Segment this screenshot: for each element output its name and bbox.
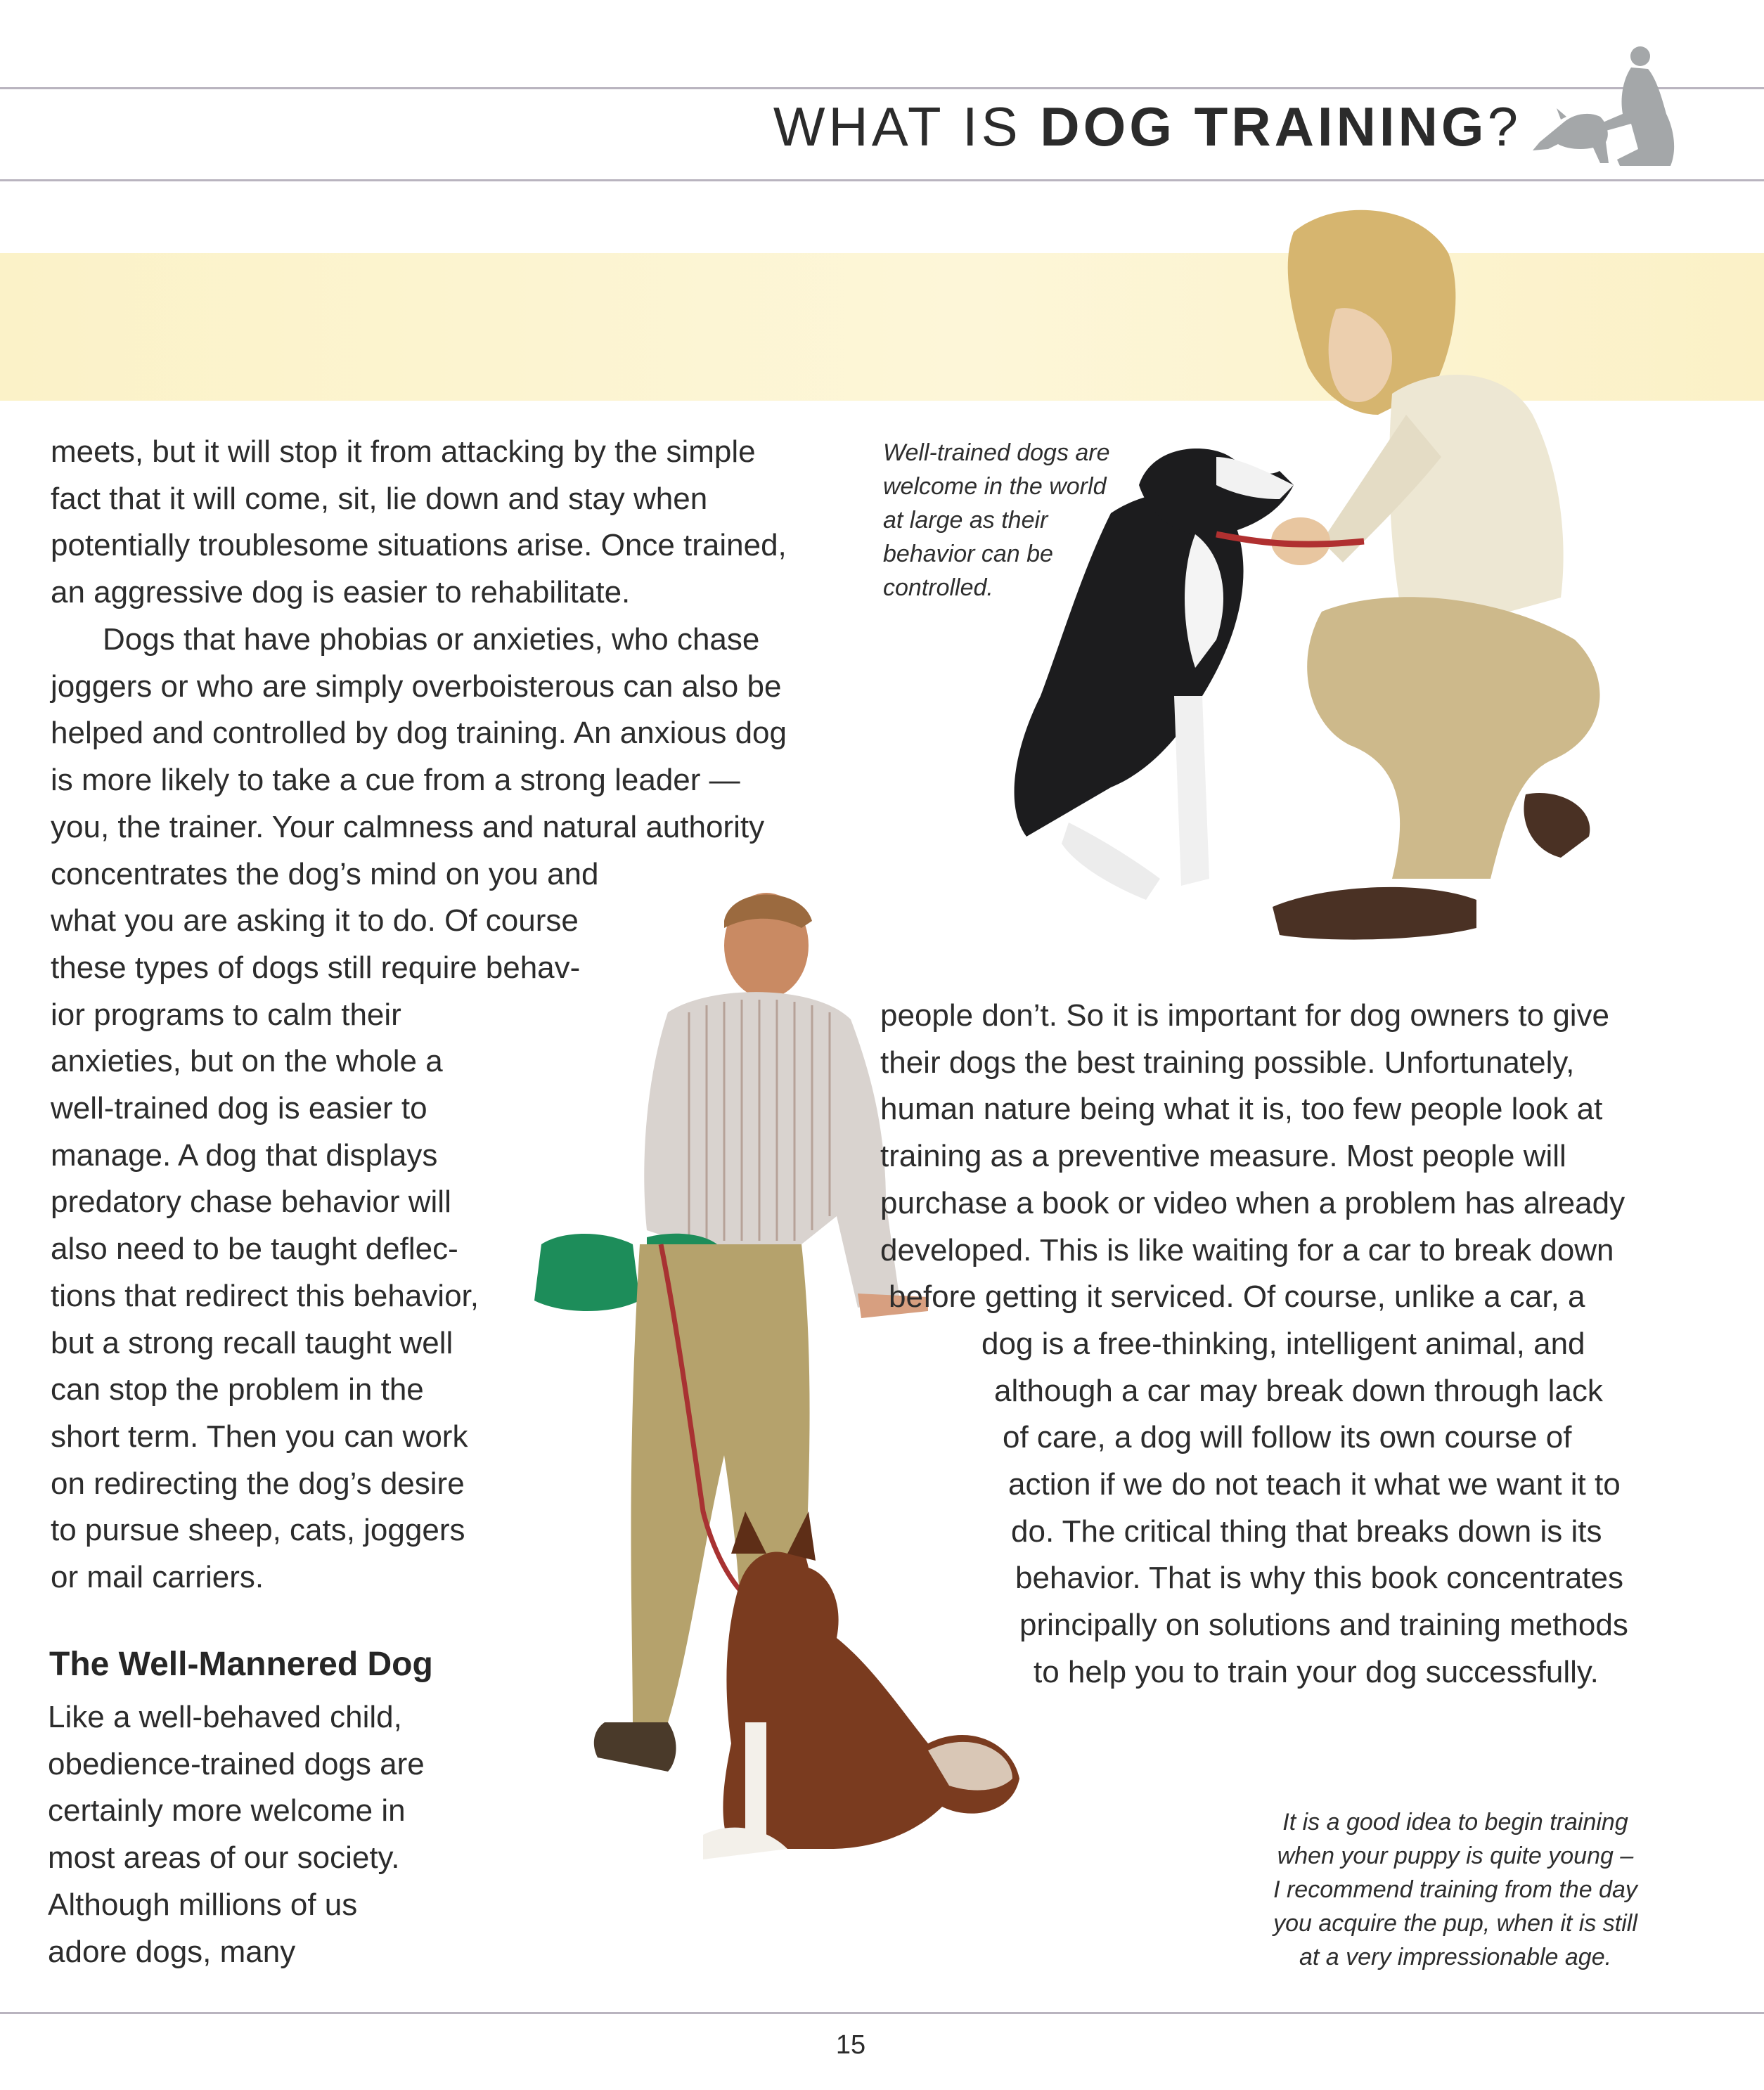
text-line: adore dogs, many	[48, 1934, 296, 1969]
text-line: developed. This is like waiting for a car to break down	[880, 1232, 1614, 1267]
text-line: potentially troublesome situations arise. Once trained,	[51, 528, 787, 563]
text-line: anxieties, but on the whole a	[51, 1044, 443, 1079]
text-line: Dogs that have phobias or anxieties, who chase	[103, 622, 760, 657]
text-line: meets, but it will stop it from attacking by the simple	[51, 434, 756, 469]
text-line: human nature being what it is, too few people look at	[880, 1092, 1603, 1127]
text-line: most areas of our society.	[48, 1840, 400, 1876]
caption-line: when your puppy is quite young –	[1277, 1843, 1634, 1869]
trainer-silhouette-icon	[1533, 44, 1687, 167]
footer-rule	[0, 2012, 1764, 2014]
caption-line: It is a good idea to begin training	[1282, 1809, 1628, 1836]
photo-caption-bottom	[1230, 1805, 1680, 1974]
header-top-rule	[0, 87, 1764, 89]
page-number: 15	[835, 2030, 866, 2060]
text-line: their dogs the best training possible. Unfortunately,	[880, 1045, 1575, 1080]
left-paragraph-1	[51, 429, 787, 617]
text-line: to pursue sheep, cats, joggers	[51, 1513, 465, 1548]
text-line: ior programs to calm their	[51, 997, 401, 1032]
text-line: before getting it serviced. Of course, unlike a car, a	[889, 1279, 1585, 1315]
section-heading: The Well-Mannered Dog	[49, 1646, 433, 1683]
caption-line: at large as their	[883, 507, 1048, 534]
text-line: concentrates the dog’s mind on you and	[51, 856, 599, 891]
text-line: training as a preventive measure. Most people will	[880, 1139, 1566, 1174]
text-line: you, the trainer. Your calmness and natural authority	[51, 809, 765, 844]
caption-line: you acquire the pup, when it is still	[1273, 1910, 1637, 1937]
text-line: short term. Then you can work	[51, 1419, 468, 1454]
caption-line: behavior can be	[883, 541, 1053, 567]
left-paragraph-3	[48, 1694, 425, 1975]
text-line: certainly more welcome in	[48, 1793, 406, 1828]
header-bottom-rule	[0, 179, 1764, 181]
caption-line: Well-trained dogs are	[883, 439, 1110, 466]
text-line: tions that redirect this behavior,	[51, 1278, 479, 1313]
caption-line: welcome in the world	[883, 473, 1107, 500]
text-line: Like a well-behaved child,	[48, 1700, 402, 1734]
text-line: well-trained dog is easier to	[51, 1091, 427, 1126]
text-line: helped and controlled by dog training. An anxious dog	[51, 716, 787, 751]
text-line: action if we do not teach it what we want it to	[1008, 1467, 1621, 1502]
text-line: dog is a free-thinking, intelligent animal, and	[981, 1326, 1585, 1361]
text-line: can stop the problem in the	[51, 1372, 424, 1407]
photo-caption-top	[883, 436, 1110, 605]
text-line: manage. A dog that displays	[51, 1137, 438, 1173]
page-title	[773, 95, 1521, 159]
text-line: fact that it will come, sit, lie down and stay when	[51, 481, 708, 516]
left-paragraph-2	[51, 617, 787, 1601]
text-line: behavior. That is why this book concentrates	[1015, 1561, 1624, 1596]
text-line: Although millions of us	[48, 1887, 358, 1922]
title-light: WHAT IS	[773, 96, 1041, 157]
text-line: to help you to train your dog successfully.	[1034, 1654, 1599, 1689]
text-line: people don’t. So it is important for dog owners to give	[880, 998, 1610, 1033]
text-line: do. The critical thing that breaks down is its	[1011, 1514, 1602, 1549]
caption-line: at a very impressionable age.	[1299, 1944, 1612, 1970]
text-line: also need to be taught deflec-	[51, 1232, 458, 1267]
text-line: principally on solutions and training methods	[1019, 1608, 1628, 1643]
text-line: of care, a dog will follow its own course of	[1003, 1420, 1572, 1455]
text-line: purchase a book or video when a problem has already	[880, 1185, 1625, 1220]
caption-line: controlled.	[883, 574, 993, 601]
text-line: predatory chase behavior will	[51, 1185, 451, 1220]
text-line: an aggressive dog is easier to rehabilitate.	[51, 575, 631, 610]
right-paragraph	[880, 993, 1628, 1696]
text-line: is more likely to take a cue from a strong leader —	[51, 763, 740, 798]
title-end: ?	[1487, 96, 1521, 157]
text-line: on redirecting the dog’s desire	[51, 1466, 465, 1501]
text-line: but a strong recall taught well	[51, 1325, 453, 1360]
caption-line: I recommend training from the day	[1273, 1876, 1637, 1903]
text-line: these types of dogs still require behav-	[51, 950, 581, 985]
text-line: although a car may break down through lack	[994, 1373, 1603, 1408]
title-bold: DOG TRAINING	[1040, 96, 1488, 157]
text-line: obedience-trained dogs are	[48, 1746, 425, 1781]
text-line: what you are asking it to do. Of course	[51, 903, 579, 938]
text-line: or mail carriers.	[51, 1560, 264, 1595]
text-line: joggers or who are simply overboisterous can also be	[51, 669, 782, 704]
